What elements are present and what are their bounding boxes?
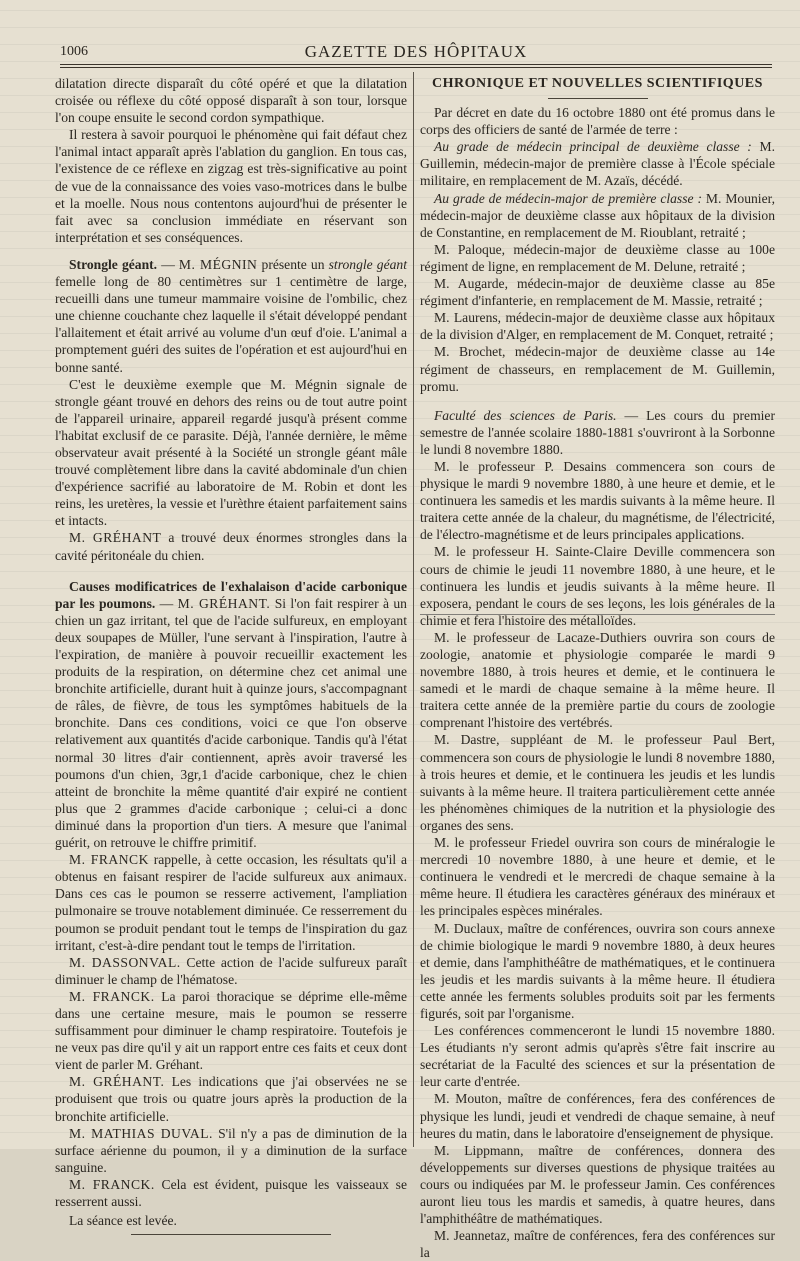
course-paragraph: M. Jeannetaz, maître de conférences, fera des conférences sur la [420, 1228, 775, 1261]
strongle-speaker: M. MÉGNIN [178, 256, 258, 272]
course-paragraph: M. le professeur H. Sainte-Claire Deville commencera son cours de chimie le jeudi 11 novembre 1880, à une heure, et le continuera les lundis et jeudis suivants à la même heure. Il exposera, pendant le cours de ses leçons, les lois générales de la chimie et fera l'histoire des métalloïdes. [420, 544, 775, 628]
decree-grade: Au grade de médecin-major de première classe : [434, 190, 702, 206]
header-rule-double [60, 67, 772, 68]
strongle-paragraph-3 [55, 529, 407, 563]
running-head [60, 40, 772, 64]
strongle-p3-speaker: M. GRÉHANT [69, 530, 162, 546]
exchange-text: rappelle, à cette occasion, les résultats qu'il a obtenus en faisant respirer de l'acide sulfureux aux animaux. Dans ces cas le poumon se resserre activement, l'ampliation pulmonaire se trouve notablement diminuée. Ce resserrement du poumon se produit pendant tout le temps de l'inspiration du gaz irritant, c'est-à-dire pendant tout le temps de l'irritation. [55, 852, 408, 953]
decree-entry: M. Paloque, médecin-major de deuxième classe au 100e régiment de ligne, en remplacement de M. Delune, retraité ; [420, 241, 775, 274]
exchange-speaker: M. FRANCK [69, 852, 149, 868]
decree-entry: M. Augarde, médecin-major de deuxième classe au 85e régiment d'infanterie, en remplacement de M. Massie, retraité ; [420, 276, 775, 309]
decree-entry: M. Laurens, médecin-major de deuxième classe aux hôpitaux de la division d'Alger, en remplacement de M. Conquet, retraité ; [420, 310, 775, 343]
decree-entry [420, 190, 775, 241]
causes-heading: Causes modificatrices de l'exhalaison d'acide carbonique par les poumons. [55, 578, 407, 611]
causes-paragraph: Causes modificatrices de l'exhalaison d'acide carbonique par les poumons. — M. GRÉHANT. Si l'on fait respirer à un chien un gaz irritant, tel que de l'acide sulfureux, en employant deux soupapes de Müller, l'une servant à l'inspiration, l'autre à l'expiration, de manière à pouvoir recueillir exactement les produits de la respiration, on détermine chez cet animal une bronchite artificielle, durant huit à quinze jours, s'accompagnant de râles, de fièvre, de tous les symptômes habituels de la bronchite. Dans ces conditions, voici ce que l'on observe relativement aux quantités d'acide carbonique. Tandis qu'à l'état normal 30 litres d'air contiennent, après avoir traversé les poumons d'un chien, 3gr,1 d'acide carbonique, chez le chien atteint de bronchite la même quantité d'air expiré ne contient plus que 2 grammes d'acide carbonique ; celui-ci a donc diminué dans la proportion d'un tiers. A mesure que l'animal guérit, on retrouve le chiffre primitif. [55, 578, 407, 851]
right-column [420, 75, 775, 1261]
course-paragraph: Les conférences commenceront le lundi 15 novembre 1880. Les étudiants n'y seront admis qu'après s'être fait inscrire au secrétariat de la Faculté des sciences et sur la présentation de leur carte d'entrée. [420, 1023, 775, 1090]
course-paragraph: M. Dastre, suppléant de M. le professeur Paul Bert, commencera son cours de physiologie le lundi 8 novembre 1880, à trois heures et demie, et le continuera les jeudis et les lundis suivants à la même heure. Il traitera particulièrement cette année les phénomènes chimiques de la nutrition et la physiologie des organes des sens. [420, 732, 775, 833]
exchange-speaker: M. FRANCK. [69, 1176, 155, 1192]
strongle-term: strongle géant [328, 256, 408, 272]
decree-entry [420, 138, 775, 189]
exchange-text: Les indications que j'ai observées ne se produisent que trois ou quatre jours après la production de la bronchite artificielle. [55, 1074, 408, 1124]
closing-line: La séance est levée. [69, 1213, 177, 1229]
section-title: CHRONIQUE ET NOUVELLES SCIENTIFIQUES [432, 76, 763, 91]
strongle-p3-text: a trouvé deux énormes strongles dans la cavité péritonéale du chien. [55, 530, 407, 563]
exchange-text: La paroi thoracique se déprime elle-même dans une certaine mesure, mais le poumon se resserre suffisamment pour diminuer le champ respiratoire. Toutefois je ne veux pas dire qu'il y ait un rapport entre ces faits et ceux dont vient de parler M. Gréhant. [55, 988, 407, 1073]
exchange-paragraph [55, 1125, 407, 1176]
exchange-text: S'il n'y a pas de diminution de la surface aérienne du poumon, il y a diminution de la surface sanguine. [55, 1125, 408, 1175]
causes-body: Si l'on fait respirer à un chien un gaz irritant, tel que de l'acide sulfureux, en employant deux soupapes de Müller, l'une servant à l'inspiration, l'autre à l'expiration, de manière à pouvoir recueillir exactement les produits de la respiration, on détermine chez cet animal une bronchite artificielle, durant huit à quinze jours, s'accompagnant de râles, de fièvre, de tous les symptômes habituels de la bronchite. Dans ces conditions, voici ce que l'on observe relativement aux quantités d'acide carbonique. Tandis qu'à l'état normal 30 litres d'air contiennent, après avoir traversé les poumons d'un chien, 3gr,1 d'acide carbonique, chez le chien atteint de bronchite la même quantité d'air expiré ne contient plus que 2 grammes d'acide carbonique ; celui-ci a donc diminué dans la proportion d'un tiers. A mesure que l'animal guérit, on retrouve le chiffre primitif. [55, 595, 407, 851]
strongle-lead: présente un [261, 256, 325, 272]
torn-rule [420, 614, 775, 615]
exchange-paragraph [55, 988, 407, 1073]
exchange-speaker: M. GRÉHANT. [69, 1074, 165, 1090]
strongle-paragraph-2: C'est le deuxième exemple que M. Mégnin signale de strongle géant trouvé en dehors des reins ou de tout autre point de l'appareil urinaire, appareil regardé jusqu'à présent comme l'habitat exclusif de ce parasite. Déjà, l'année dernière, le même observateur avait présenté à la Société un strongle géant mâle trouvé complètement libre dans la cavité abdominale d'un chien d'expérience sacrifié au laboratoire de M. Robin et dont les reins, les uretères, la vessie et l'urèthre étaient parfaitement sains et intacts. [55, 376, 407, 529]
left-column [55, 75, 408, 1229]
exchange-text: Cela est évident, puisque les vaisseaux se resserrent aussi. [55, 1176, 407, 1209]
decree-text: M. Mounier, médecin-major de deuxième classe aux hôpitaux de la division de Constantine, en remplacement de M. Rioublant, retraité ; [420, 190, 775, 240]
exchange-text: Cette action de l'acide sulfureux paraît diminuer le champ de l'hématose. [55, 954, 407, 987]
causes-speaker: M. GRÉHANT. [177, 595, 271, 611]
strongle-heading: Strongle géant. [69, 256, 158, 272]
strongle-paragraph: Strongle géant. — M. MÉGNIN présente un strongle géant femelle long de 80 centimètres sur 1 centimètre de large, recueilli dans une tumeur mammaire voisine de l'ombilic, chez une chienne couchante chez laquelle il s'était développé pendant l'allaitement et était arrivé au volume d'un œuf d'oie. L'animal a promptement guéri des suites de l'opération et est aujourd'hui en bonne santé. [55, 256, 408, 375]
exchange-speaker: M. DASSONVAL. [69, 954, 181, 970]
exchange-speaker: M. FRANCK. [69, 988, 155, 1004]
page-number: 1006 [60, 44, 88, 59]
course-paragraph: M. Duclaux, maître de conférences, ouvrira son cours annexe de chimie biologique le mardi 9 novembre 1880, à deux heures et demie, dans l'amphithéâtre de mathématiques, et le continuera les jeudis et les mardis suivants à la même heure. Il étudiera cette année les ferments solubles produits soit par les ferments figurés, soit par l'organisme. [420, 920, 775, 1021]
column-divider [413, 72, 414, 1147]
course-paragraph: M. le professeur de Lacaze-Duthiers ouvrira son cours de zoologie, anatomie et physiologie comparée le mardi 9 novembre 1880, à trois heures et demie, et le continuera le samedi et le mardi de chaque semaine à la même heure. Il traitera cette année de la première partie du cours de zoologie comprenant l'histoire des vertébrés. [420, 629, 775, 731]
exchange-paragraph [55, 1176, 407, 1210]
exchange-paragraph [55, 954, 407, 988]
intro-paragraph: Il restera à savoir pourquoi le phénomène qui fait défaut chez l'animal intact apparaît après l'ablation du ganglion. En tous cas, l'existence de ce réflexe en zigzag est très-significative au point de vue de la connaissance des voies vaso-motrices dans le bulbe et la moelle. Nous nous contentons aujourd'hui de présenter le fait avec sa conclusion immédiate en réservant son interprétation et ses conséquences. [55, 127, 407, 245]
decree-text: M. Guillemin, médecin-major de première classe à l'École spéciale militaire, en remplacement de M. Azaïs, décédé. [420, 139, 775, 189]
course-paragraph: M. Lippmann, maître de conférences, donnera des développements sur diverses questions de physique traitées au cours ou indiquées par M. le professeur Jamin. Ces conférences auront lieu tous les mardis et samedis, à quatre heures, dans l'amphithéâtre de mathématiques. [420, 1142, 775, 1227]
decree-intro: Par décret en date du 16 octobre 1880 ont été promus dans le corps des officiers de santé de l'armée de terre : [420, 105, 775, 138]
exchange-paragraph [55, 851, 407, 954]
decree-grade: Au grade de médecin principal de deuxième classe : [434, 139, 752, 155]
course-paragraph: M. le professeur P. Desains commencera son cours de physique le mardi 9 novembre 1880, à une heure et demie, et le continuera les samedis et les mardis suivants à la même heure. Il traitera cette année de la chaleur, du magnétisme, de l'électricité, de l'électro-magnétisme et de leurs principales applications. [420, 458, 775, 543]
exchange-paragraph [55, 1073, 407, 1124]
journal-title: GAZETTE DES HÔPITAUX [304, 42, 528, 61]
faculty-heading: Faculté des sciences de Paris. [434, 407, 617, 423]
course-paragraph: M. le professeur Friedel ouvrira son cours de minéralogie le mercredi 10 novembre 1880, à une heure et demie, et le continuera le vendredi et le mercredi de chaque semaine à la même heure. Il étudiera les caractères généraux des minéraux et les principales espèces minérales. [420, 835, 775, 919]
faculty-paragraph [420, 407, 775, 458]
exchange-speaker: M. MATHIAS DUVAL. [69, 1125, 213, 1141]
strongle-body: femelle long de 80 centimètres sur 1 centimètre de large, recueilli dans une tumeur mammaire voisine de l'ombilic, chez une chienne couchante chez laquelle il s'était développé pendant l'allaitement et était arrivé au volume d'un œuf d'oie. L'animal a promptement guéri des suites de l'opération et est aujourd'hui en bonne santé. [55, 274, 407, 375]
faculty-intro: — Les cours du premier semestre de l'année scolaire 1880-1881 s'ouvriront à la Sorbonne le lundi 8 novembre 1880. [420, 407, 775, 457]
course-paragraph: M. Mouton, maître de conférences, fera des conférences de physique les lundi, jeudi et vendredi de chaque semaine, à neuf heures du matin, dans le laboratoire d'enseignement de physique. [420, 1091, 775, 1141]
end-rule [131, 1234, 331, 1235]
title-rule [548, 98, 648, 99]
decree-entry: M. Brochet, médecin-major de deuxième classe au 14e régiment de chasseurs, en remplacement de M. Guillemin, promu. [420, 344, 775, 394]
header-rule [60, 64, 772, 65]
intro-paragraph: dilatation directe disparaît du côté opéré et que la dilatation croisée ou réflexe du côté opposé disparaît à son tour, lorsque l'on coupe ensuite le second cordon sympathique. [55, 76, 407, 126]
